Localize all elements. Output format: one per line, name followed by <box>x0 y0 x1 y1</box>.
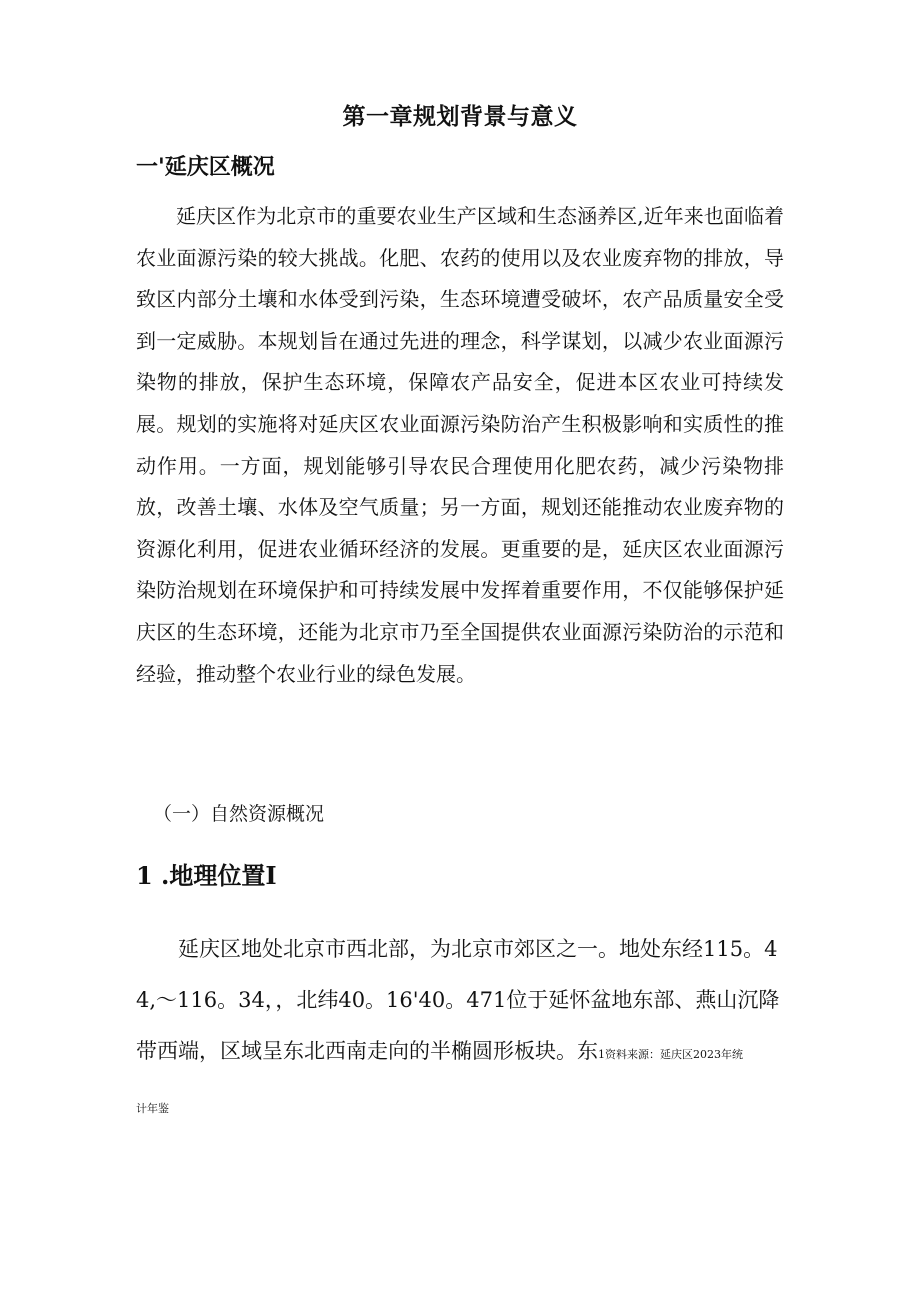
subheading-location: 1 .地理位置I <box>136 861 277 890</box>
section-heading: 一'延庆区概况 <box>136 155 275 180</box>
footnote-inline: 1资料来源：延庆区2023年统 <box>598 1048 743 1061</box>
footnote-continued: 计年鉴 <box>136 1102 169 1115</box>
intro-paragraph: 延庆区作为北京市的重要农业生产区域和生态涵养区,近年来也面临着农业面源污染的较大挑战。化肥、农药的使用以及农业废弃物的排放，导致区内部分土壤和水体受到污染，生态环境遭受破坏，农产品质量安全受到一定威胁。本规划旨在通过先进的理念，科学谋划，以减少农业面源污染物的排放，保护生态环境，保障农产品安全，促进本区农业可持续发展。规划的实施将对延庆区农业面源污染防治产生积极影响和实质性的推动作用。一方面，规划能够引导农民合理使用化肥农药，减少污染物排放，改善土壤、水体及空气质量；另一方面，规划还能推动农业废弃物的资源化利用，促进农业循环经济的发展。更重要的是，延庆区农业面源污染防治规划在环境保护和可持续发展中发挥着重要作用，不仅能够保护延庆区的生态环境，还能为北京市乃至全国提供农业面源污染防治的示范和经验，推动整个农业行业的绿色发展。 <box>136 204 784 686</box>
geo-paragraph <box>136 924 784 1080</box>
subsection-label: （一）自然资源概况 <box>153 803 325 825</box>
geo-paragraph-text: 延庆区地处北京市西北部，为北京市郊区之一。地处东经115。44,～116。34，，北纬40。16'40。471位于延怀盆地东部、燕山沉降带西端，区域呈东北西南走向的半椭圆形板块。东 <box>136 937 780 1063</box>
chapter-title: 第一章规划背景与意义 <box>342 104 578 130</box>
